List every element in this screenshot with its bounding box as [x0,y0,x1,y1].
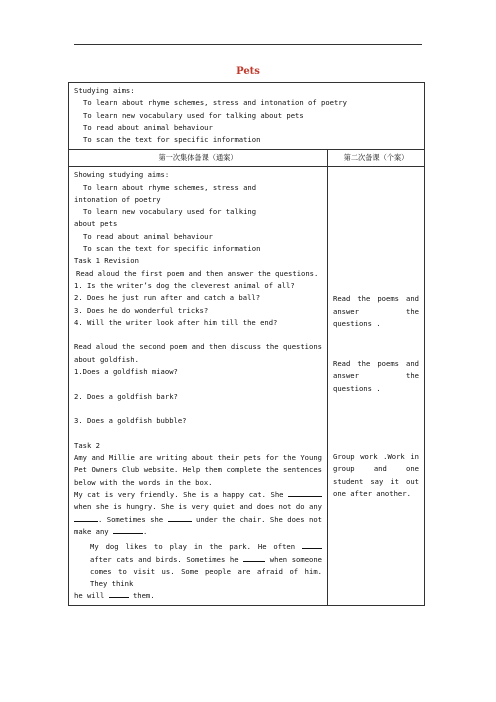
fill-blank[interactable] [74,515,98,522]
task1-heading: Task 1 Revision [74,256,139,266]
aim-item: To learn about rhyme schemes, stress and intonation of poetry [83,98,347,108]
aims-heading: Studying aims: [74,86,135,95]
fill-blank[interactable] [113,527,143,534]
task1-question: 4. Will the writer look after him till the end? [74,317,278,327]
cat-text: . [142,526,148,536]
task2-paragraph-cat [74,489,322,538]
note-read-poems: Read the poems and answer the questions . [333,294,419,328]
goldfish-question: 1.Does a goldfish miaow? [74,367,178,377]
lesson-plan-table [68,82,425,606]
showing-line: To learn about rhyme schemes, stress and [83,182,257,192]
dog-text: when someone comes to visit us. Some people are afraid of him. They think [90,554,323,589]
fill-blank[interactable] [243,555,265,562]
showing-line: intonation of poetry [74,194,161,204]
aim-item: To read about animal behaviour [83,122,213,132]
header-rule [74,44,422,45]
aims-cell [69,83,425,150]
column-header-right: 第二次备课（个案） [328,150,425,167]
task1-question: 2. Does he just run after and catch a ball? [74,293,261,303]
cat-text: when she is hungry. She is very quiet and does not do any [74,502,322,512]
notes-cell [328,167,425,605]
cat-text: My cat is very friendly. She is a happy cat. She [74,490,284,500]
dog-text: My dog likes to play in the park. He often [90,542,296,552]
fill-blank[interactable] [109,591,129,598]
dog-text: he will [74,591,105,601]
column-header-left: 第一次集体备课（通案） [69,150,328,167]
task1-question: 3. Does he do wonderful tricks? [74,305,209,315]
dog-final-line [74,590,322,602]
task1-instruction2: Read aloud the second poem and then discuss the questions about goldfish. [74,342,327,364]
dog-text: after cats and birds. Sometimes he [90,554,239,564]
fill-blank[interactable] [302,542,322,549]
column-header-row [69,150,425,167]
showing-line: about pets [74,219,118,229]
aim-item: To scan the text for specific information [83,135,261,145]
cat-text: . Sometimes she [98,514,164,524]
showing-line: To read about animal behaviour [83,231,213,241]
note-group-work: Group work .Work in group and one student say it out one after another. [333,452,419,498]
page-title: Pets [236,66,260,77]
task1-instruction: Read aloud the first poem and then answer the questions. [76,268,319,278]
goldfish-question: 2. Does a goldfish bark? [74,391,178,401]
task2-paragraph-dog [74,538,322,590]
main-content-cell [69,167,328,605]
showing-heading: Showing studying aims: [74,170,170,180]
goldfish-question: 3. Does a goldfish bubble? [74,416,187,426]
aims-row [69,83,425,150]
aim-item: To learn new vocabulary used for talking about pets [83,110,304,120]
task2-intro: Amy and Millie are writing about their pets for the Young Pet Owners Club website. Help them complete the sentences below with the words in the box. [74,453,322,487]
fill-blank[interactable] [288,490,322,497]
note-read-poems: Read the poems and answer the questions . [333,359,419,393]
fill-blank[interactable] [168,515,192,522]
content-row [69,167,425,605]
cat-text: under the chair. She does not make any [74,514,323,536]
showing-line: To learn new vocabulary used for talking [83,207,257,217]
dog-text: them. [132,591,155,601]
showing-line: To scan the text for specific information [83,244,261,254]
task1-question: 1. Is the writer’s dog the cleverest animal of all? [74,280,295,290]
task2-heading: Task 2 [74,440,100,450]
